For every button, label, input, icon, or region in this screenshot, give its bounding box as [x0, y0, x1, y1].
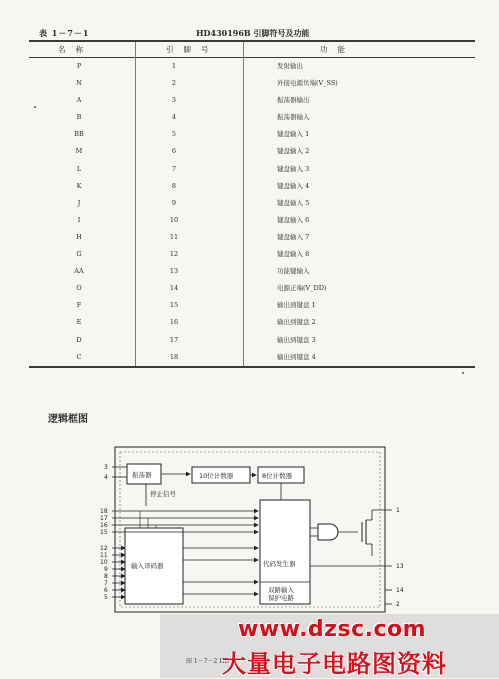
protect-circuit-label-1: 双路输入 [268, 586, 294, 594]
and-gate [318, 524, 338, 540]
figure-caption: 图 1－7－2 HD [186, 658, 230, 665]
pin-label: 8 [104, 573, 108, 580]
cell-name: G [76, 250, 82, 259]
cell-name: J [77, 198, 81, 207]
oscillator-label: 振荡器 [132, 471, 152, 479]
pin-label: 15 [100, 529, 108, 536]
input-decoder-label: 输入译码器 [131, 562, 164, 570]
pin-label: 11 [100, 552, 108, 559]
cell-pin: 13 [169, 267, 179, 276]
cell-name: I [77, 215, 81, 224]
cell-name: N [76, 79, 82, 88]
cell-function: 电源正端(V_DD) [277, 284, 327, 293]
pin-label: 6 [104, 587, 108, 594]
pin-label: 12 [100, 545, 108, 552]
cell-function: 发射输出 [277, 62, 303, 70]
cell-function: 输出到键盘 1 [277, 301, 316, 310]
pin-label: 5 [104, 594, 108, 601]
cell-pin: 11 [169, 232, 179, 241]
code-generator-label: 代码发生器 [263, 560, 296, 568]
cell-pin: 4 [171, 113, 177, 122]
pin-label: 17 [100, 515, 108, 522]
cell-function: 输出到键盘 2 [277, 318, 316, 327]
cell-function: 键盘输入 6 [277, 215, 310, 224]
cell-function: 键盘输入 4 [277, 181, 310, 190]
cell-name: M [75, 147, 83, 156]
cell-pin: 6 [171, 147, 177, 156]
cell-pin: 2 [171, 79, 177, 88]
watermark-url: www.dzsc.com [238, 617, 427, 642]
cell-pin: 10 [169, 215, 179, 224]
pin-label: 14 [396, 587, 404, 594]
cell-function: 外接电源负端(V_SS) [277, 79, 338, 88]
pin-label: 9 [104, 566, 108, 573]
cell-name: B [76, 113, 82, 122]
cell-function: 键盘输入 1 [277, 130, 310, 139]
cell-function: 振荡器输出 [277, 96, 310, 105]
table-title: HD430196B 引脚符号及功能 [196, 28, 310, 38]
cell-function: 输出到键盘 3 [277, 335, 316, 344]
cell-name: A [76, 96, 82, 105]
pin-label: 13 [396, 563, 404, 570]
cell-function: 振荡器输入 [277, 113, 310, 122]
cell-pin: 18 [169, 352, 179, 361]
header-name: 名称 [58, 45, 93, 54]
cell-function: 键盘输入 2 [277, 147, 310, 156]
cell-name: H [76, 232, 82, 241]
pin-label: 1 [396, 507, 400, 514]
cell-function: 键盘输入 7 [277, 232, 310, 241]
cell-pin: 17 [169, 335, 179, 344]
protect-circuit-label-2: 保护电路 [268, 594, 294, 602]
pin-label: 7 [104, 580, 108, 587]
pin-label: 4 [104, 474, 108, 481]
pin-label: 3 [104, 464, 108, 471]
cell-name: O [76, 284, 82, 293]
pin-label: 18 [100, 508, 108, 515]
cell-name: E [76, 318, 82, 327]
cell-function: 功能键输入 [277, 267, 310, 276]
pin-label: 16 [100, 522, 108, 529]
cell-function: 键盘输入 3 [277, 164, 310, 173]
pin-label: 2 [396, 601, 400, 608]
stop-signal-label: 停止信号 [150, 490, 176, 498]
counter8-label: 8位计数器 [262, 472, 293, 480]
watermark-text: 大量电子电路图资料 [222, 650, 447, 678]
cell-pin: 5 [171, 130, 177, 139]
cell-name: BB [74, 130, 84, 139]
cell-name: D [76, 335, 82, 344]
cell-name: L [76, 164, 82, 173]
pin-label: 10 [100, 559, 108, 566]
cell-pin: 7 [171, 164, 177, 173]
cell-function: 键盘输入 8 [277, 250, 310, 259]
cell-pin: 8 [171, 181, 177, 190]
cell-function: 输出到键盘 4 [277, 352, 316, 361]
cell-name: F [76, 301, 82, 310]
header-pin: 引脚号 [166, 45, 219, 54]
cell-function: 键盘输入 5 [277, 198, 310, 207]
cell-pin: 15 [169, 301, 179, 310]
diagram-section-title: 逻辑框图 [48, 414, 88, 425]
cell-name: K [76, 181, 82, 190]
cell-name: AA [74, 267, 84, 276]
cell-pin: 9 [171, 198, 177, 207]
cell-name: C [76, 352, 82, 361]
cell-pin: 1 [171, 62, 177, 70]
cell-pin: 16 [169, 318, 179, 327]
cell-pin: 12 [169, 250, 179, 259]
cell-pin: 14 [169, 284, 179, 293]
counter10-label: 10位计数器 [199, 472, 234, 480]
bottom-left-pins [100, 545, 125, 601]
table-number: 表 1－7－1 [39, 28, 90, 38]
header-function: 功能 [320, 45, 355, 54]
cell-pin: 3 [171, 96, 177, 105]
cell-name: P [76, 62, 82, 70]
